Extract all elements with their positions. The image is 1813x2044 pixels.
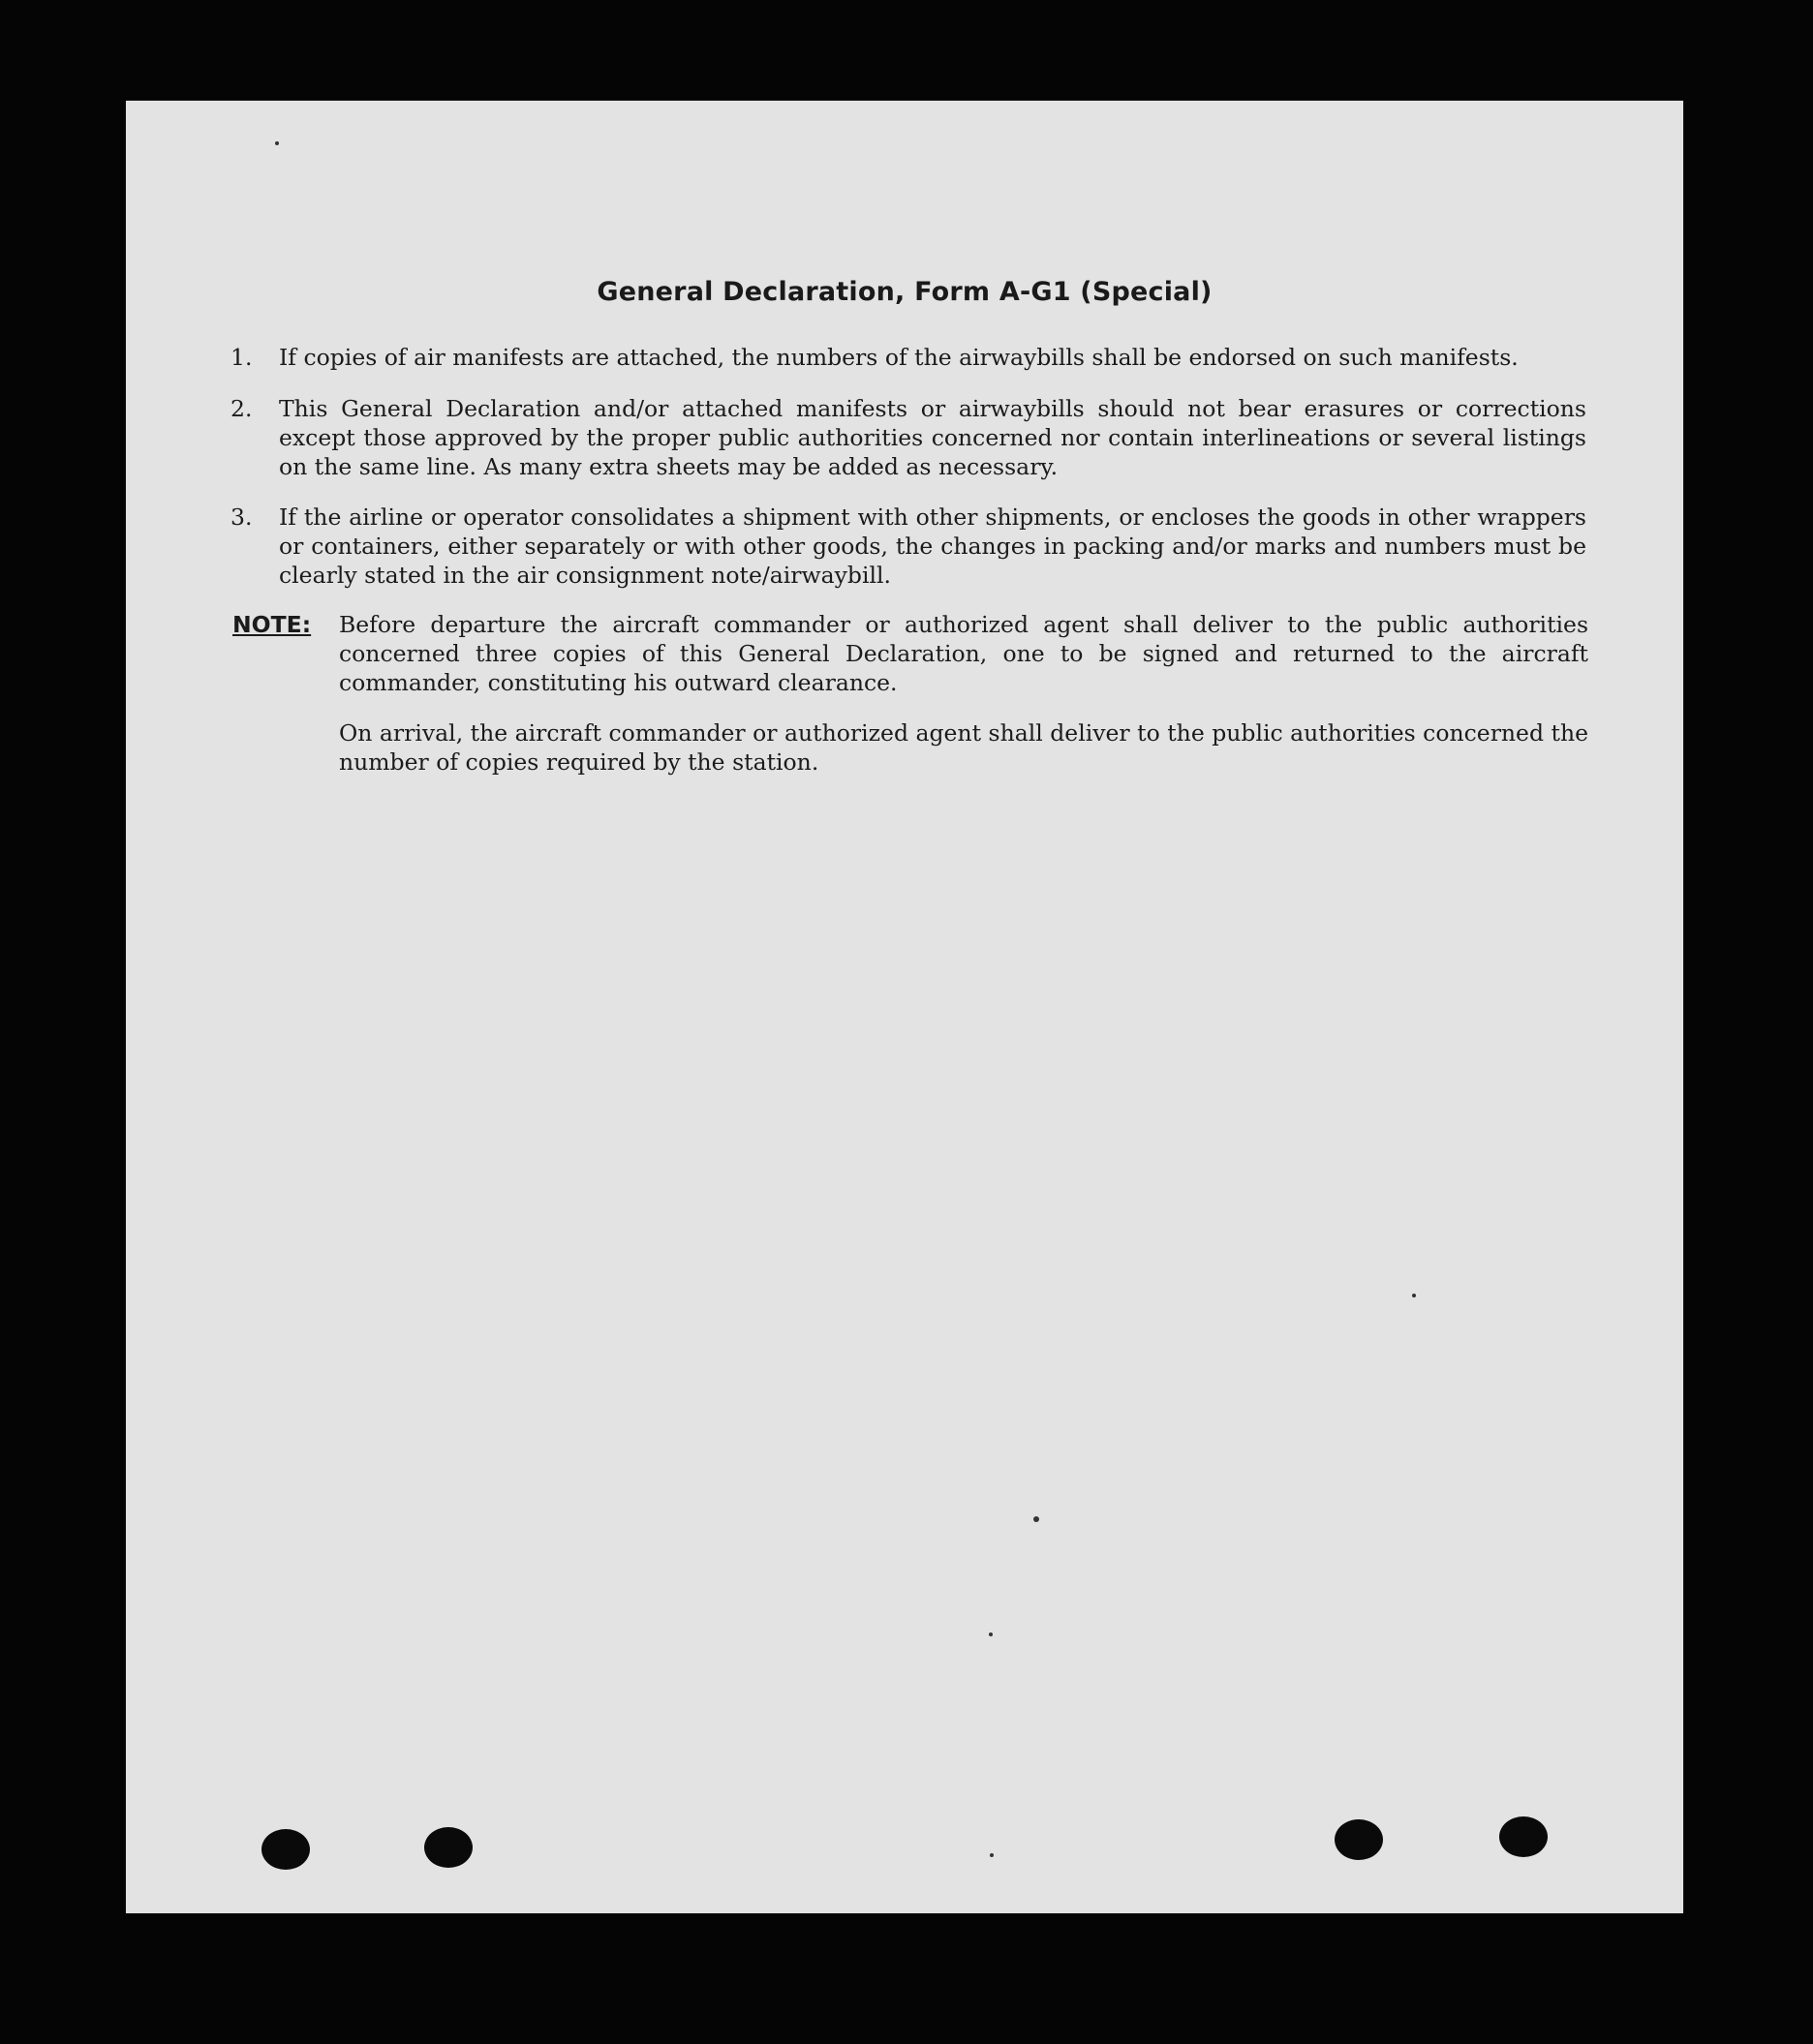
list-item-text: If the airline or operator consolidates a shipment with other shipments, or encloses the goods in other wrappers or containers, either separately or with other goods, the changes in packing and/or marks and numbers must be clearly stated in the air consignment note/airwaybill.: [279, 503, 1586, 589]
document-page: [126, 101, 1683, 1913]
note-section: [232, 610, 1588, 697]
paper-speck: [275, 141, 279, 145]
list-item-3: [230, 503, 1586, 590]
note-paragraph-1: Before departure the aircraft commander or authorized agent shall deliver to the public authorities concerned three copies of this General Declaration, one to be signed and returned to the aircraft commander, constituting his outward clearance.: [339, 611, 1588, 696]
list-item-number: 1.: [230, 344, 253, 371]
list-item-number: 3.: [230, 503, 253, 531]
punch-hole: [1499, 1816, 1548, 1857]
list-item-1: [230, 343, 1586, 372]
note-paragraph-2: On arrival, the aircraft commander or authorized agent shall deliver to the public authorities concerned the number of copies required by the station.: [339, 719, 1588, 776]
paper-speck: [1412, 1294, 1416, 1297]
document-title: General Declaration, Form A-G1 (Special): [597, 277, 1213, 307]
punch-hole: [424, 1827, 473, 1868]
paper-speck: [1033, 1516, 1039, 1522]
list-item-text: If copies of air manifests are attached, the numbers of the airwaybills shall be endorsed on such manifests.: [279, 344, 1519, 371]
paper-speck: [990, 1853, 994, 1857]
list-item-2: [230, 394, 1586, 481]
list-item-text: This General Declaration and/or attached manifests or airwaybills should not bear erasures or corrections except those approved by the proper public authorities concerned nor contain interlineations or several listings on the same line. As many extra sheets may be added as necessary.: [279, 395, 1586, 480]
punch-hole: [1335, 1819, 1383, 1860]
punch-hole: [261, 1829, 310, 1870]
paper-speck: [989, 1632, 993, 1636]
note-label: NOTE:: [232, 611, 312, 638]
list-item-number: 2.: [230, 395, 253, 422]
